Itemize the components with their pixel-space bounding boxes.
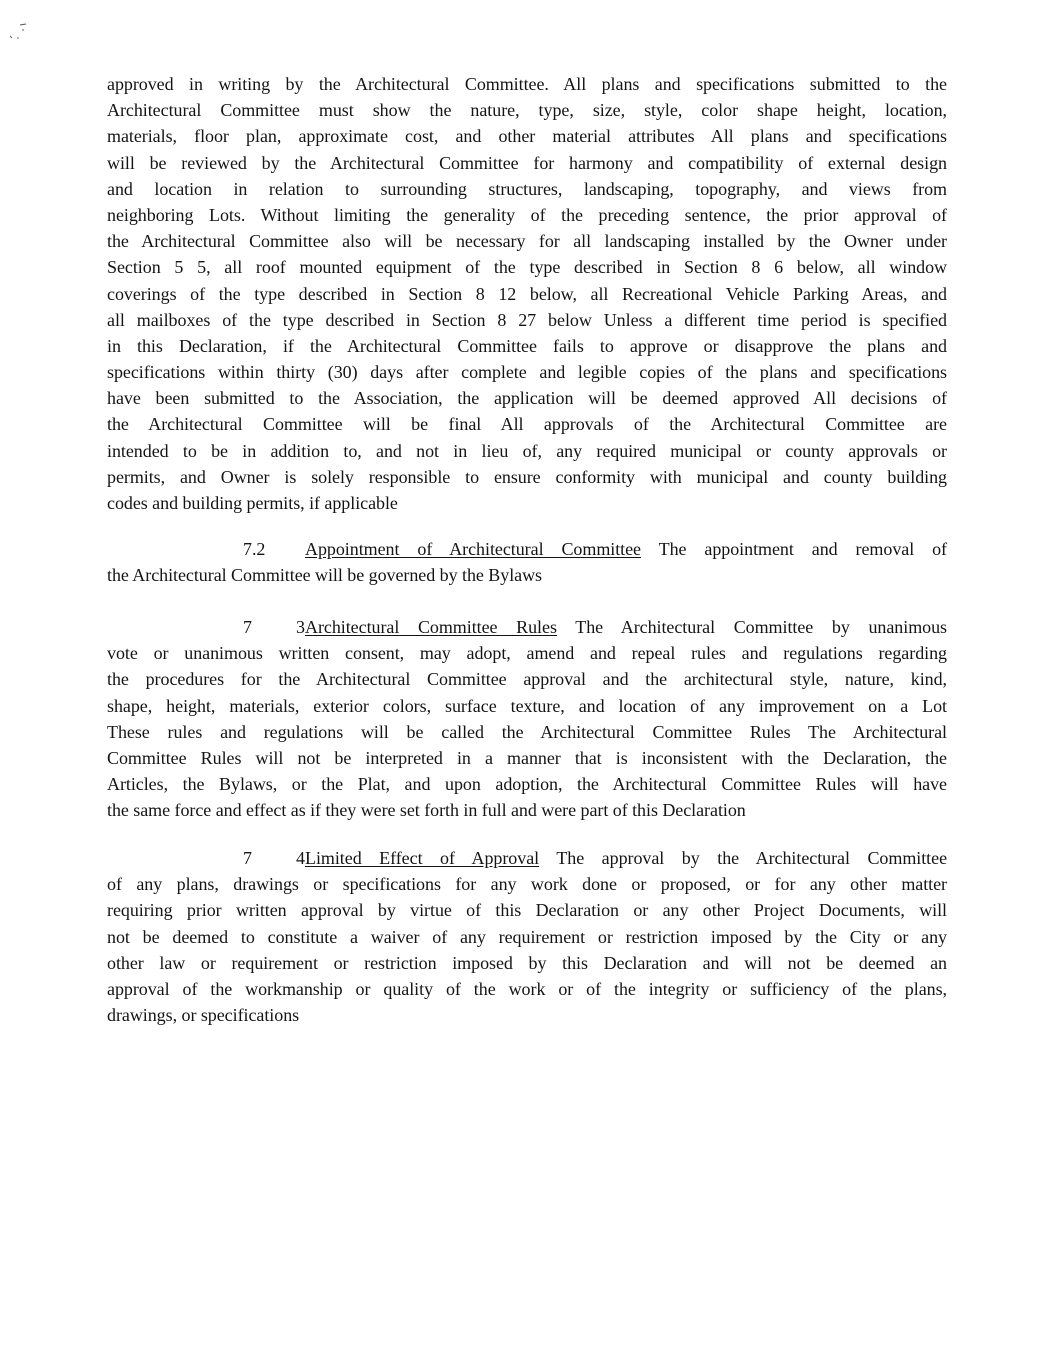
- section-text: The approval by the Architectural Committee: [556, 848, 948, 868]
- section-line: not be deemed to constitute a waiver of any requirement or restriction imposed by the City or any: [107, 926, 947, 947]
- continued-paragraph: [107, 71, 947, 516]
- paragraph-line: Section 5 5, all roof mounted equipment of the type described in Section 8 6 below, all window: [107, 257, 947, 278]
- section-heading: Architectural Committee Rules: [305, 617, 557, 637]
- paragraph-line: coverings of the type described in Section 8 12 below, all Recreational Vehicle Parking Areas, and: [107, 283, 947, 304]
- section-heading: Appointment of Architectural Committee: [305, 539, 641, 559]
- section-line: the procedures for the Architectural Committee approval and the architectural style, nature, kind,: [107, 669, 947, 690]
- scan-mark-icon: [6, 22, 28, 42]
- section-number: 7 3: [243, 617, 305, 637]
- section-line: Articles, the Bylaws, or the Plat, and upon adoption, the Architectural Committee Rules will have: [107, 774, 947, 795]
- section-line: requiring prior written approval by virtue of this Declaration or any other Project Documents, will: [107, 900, 947, 921]
- section-line: shape, height, materials, exterior colors, surface texture, and location of any improvement on a Lot: [107, 695, 947, 716]
- section-first-line: [107, 845, 947, 871]
- section-text: The appointment and removal of: [658, 539, 948, 559]
- section-line: of any plans, drawings or specifications for any work done or proposed, or for any other matter: [107, 874, 947, 895]
- paragraph-line: and location in relation to surrounding structures, landscaping, topography, and views from: [107, 178, 947, 199]
- section-number: 7.2: [243, 539, 266, 559]
- paragraph-line: permits, and Owner is solely responsible to ensure conformity with municipal and county building: [107, 466, 947, 487]
- section-text: The Architectural Committee by unanimous: [575, 617, 947, 637]
- section-7-3: [107, 614, 947, 824]
- paragraph-line: the Architectural Committee also will be necessary for all landscaping installed by the Owner under: [107, 231, 947, 252]
- paragraph-line: codes and building permits, if applicable: [107, 493, 398, 513]
- paragraph-line: have been submitted to the Association, the application will be deemed approved All decisions of: [107, 388, 947, 409]
- section-line: the Architectural Committee will be governed by the Bylaws: [107, 565, 542, 586]
- paragraph-line: materials, floor plan, approximate cost, and other material attributes All plans and specifications: [107, 126, 947, 147]
- paragraph-line: approved in writing by the Architectural Committee. All plans and specifications submitted to the: [107, 74, 947, 94]
- paragraph-line: specifications within thirty (30) days after complete and legible copies of the plans and specifications: [107, 362, 947, 383]
- paragraph-line: neighboring Lots. Without limiting the generality of the preceding sentence, the prior approval of: [107, 204, 947, 225]
- section-7-4: [107, 845, 947, 1028]
- section-line: vote or unanimous written consent, may adopt, amend and repeal rules and regulations regarding: [107, 643, 947, 664]
- paragraph-line: Architectural Committee must show the nature, type, size, style, color shape height, location,: [107, 100, 947, 121]
- section-line: approval of the workmanship or quality of the work or of the integrity or sufficiency of the plans,: [107, 978, 947, 999]
- section-first-line: [107, 536, 947, 562]
- section-heading: Limited Effect of Approval: [305, 848, 540, 868]
- paragraph-line: in this Declaration, if the Architectural Committee fails to approve or disapprove the plans and: [107, 335, 947, 356]
- section-number: 7 4: [243, 848, 305, 868]
- section-line: Committee Rules will not be interpreted in a manner that is inconsistent with the Declaration, the: [107, 747, 947, 768]
- section-first-line: [107, 614, 947, 640]
- section-line: other law or requirement or restriction imposed by this Declaration and will not be deemed an: [107, 952, 947, 973]
- section-line: These rules and regulations will be called the Architectural Committee Rules The Architectural: [107, 721, 947, 742]
- paragraph-line: all mailboxes of the type described in Section 8 27 below Unless a different time period is specified: [107, 309, 947, 330]
- section-7-2: [107, 536, 947, 588]
- paragraph-line: intended to be in addition to, and not in lieu of, any required municipal or county approvals or: [107, 440, 947, 461]
- section-line: drawings, or specifications: [107, 1005, 300, 1026]
- paragraph-line: will be reviewed by the Architectural Committee for harmony and compatibility of external design: [107, 152, 947, 173]
- paragraph-line: the Architectural Committee will be final All approvals of the Architectural Committee are: [107, 414, 947, 435]
- section-line: the same force and effect as if they were set forth in full and were part of this Declaration: [107, 800, 746, 821]
